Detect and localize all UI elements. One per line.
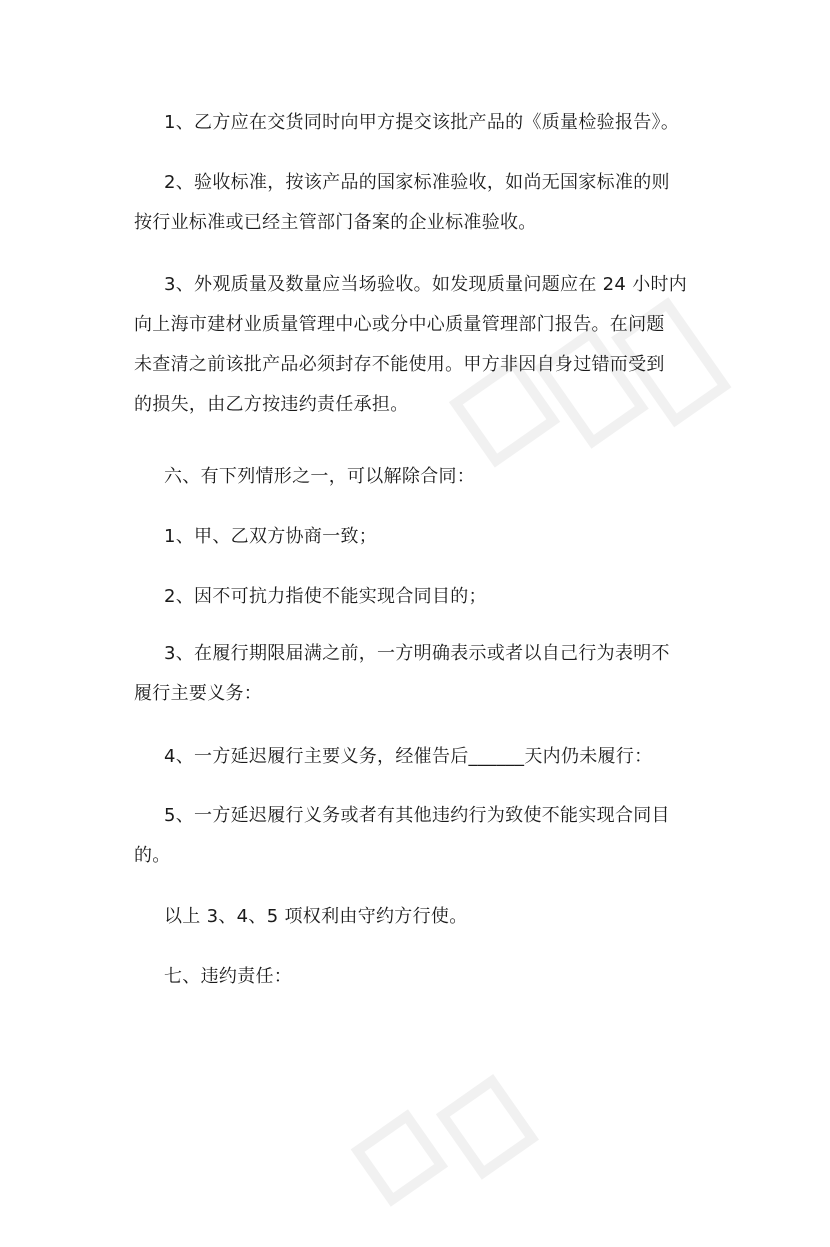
paragraph-line: 按行业标准或已经主管部门备案的企业标准验收。 (134, 212, 537, 233)
paragraph-line: 七、违约责任： (164, 966, 293, 987)
paragraph-line: 3、在履行期限届满之前，一方明确表示或者以自己行为表明不 (164, 643, 670, 664)
paragraph-item-4 (134, 737, 710, 777)
paragraph-2 (134, 163, 710, 243)
paragraph-summary (134, 897, 710, 937)
paragraph-item-1 (134, 517, 710, 557)
paragraph-1 (134, 103, 710, 143)
paragraph-line: 1、乙方应在交货同时向甲方提交该批产品的《质量检验报告》。 (164, 112, 680, 133)
section-heading-7 (134, 957, 710, 997)
paragraph-line: 2、因不可抗力指使不能实现合同目的； (164, 586, 487, 607)
paragraph-line: 六、有下列情形之一，可以解除合同： (164, 466, 476, 487)
paragraph-item-2 (134, 577, 710, 617)
paragraph-line: 履行主要义务： (134, 683, 263, 704)
paragraph-line: 以上 3、4、5 项权利由守约方行使。 (164, 906, 468, 927)
paragraph-line: 未查清之前该批产品必须封存不能使用。甲方非因自身过错而受到 (134, 354, 665, 375)
paragraph-item-5 (134, 796, 710, 876)
paragraph-line: 4、一方延迟履行主要义务，经催告后______天内仍未履行： (164, 746, 653, 767)
paragraph-line: 2、验收标准，按该产品的国家标准验收，如尚无国家标准的则 (164, 172, 670, 193)
paragraph-line: 的损失，由乙方按违约责任承担。 (134, 394, 409, 415)
watermark-bottom-icon (344, 1033, 577, 1246)
paragraph-line: 1、甲、乙双方协商一致； (164, 526, 378, 547)
paragraph-line: 3、外观质量及数量应当场验收。如发现质量问题应在 24 小时内 (164, 274, 688, 295)
paragraph-line: 向上海市建材业质量管理中心或分中心质量管理部门报告。在问题 (134, 314, 665, 335)
paragraph-3 (134, 265, 710, 425)
paragraph-item-3 (134, 634, 710, 714)
paragraph-line: 5、一方延迟履行义务或者有其他违约行为致使不能实现合同目 (164, 805, 670, 826)
paragraph-line: 的。 (134, 845, 171, 866)
section-heading-6 (134, 457, 710, 497)
